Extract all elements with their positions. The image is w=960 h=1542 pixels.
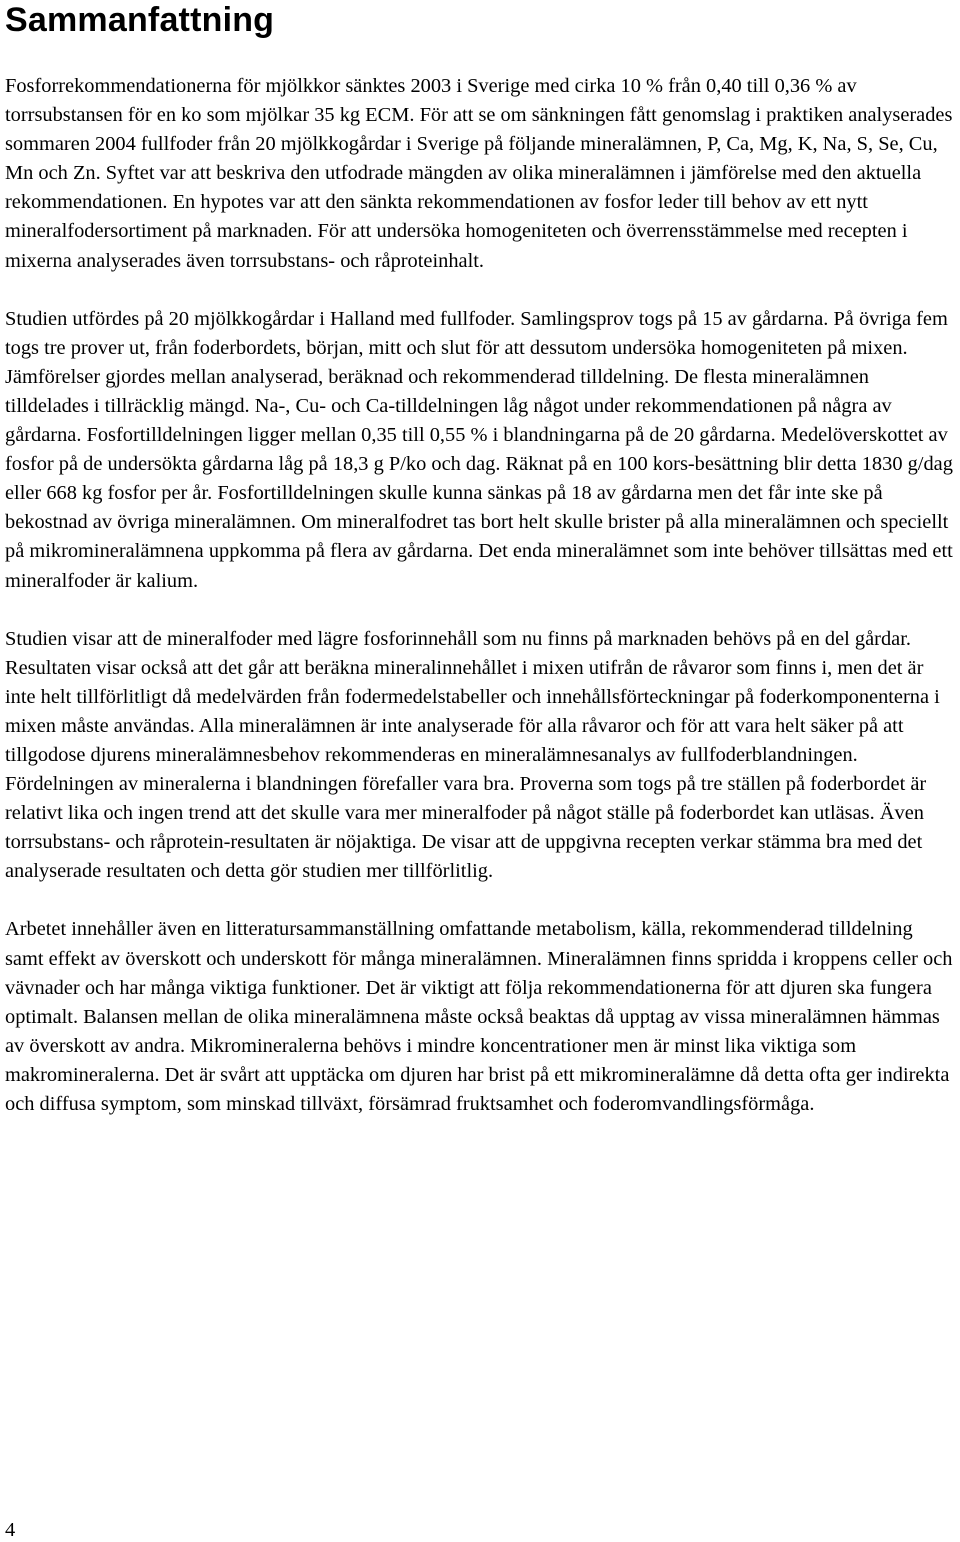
page-number: 4: [5, 1519, 16, 1541]
summary-paragraph-2: Studien utfördes på 20 mjölkkogårdar i Halland med fullfoder. Samlingsprov togs på 15 av gårdarna. På övriga fem togs tre prover ut, från foderbordets, början, mitt och slut för att dessutom undersöka homogeniteten på mixen. Jämförelser gjordes mellan analyserad, beräknad och rekommenderad tilldelning. De flesta mineralämnen tilldelades i tillräcklig mängd. Na-, Cu- och Ca-tilldelningen låg något under rekommendationen på några av gårdarna. Fosfortilldelningen ligger mellan 0,35 till 0,55 % i blandningarna på de 20 gårdarna. Medelöverskottet av fosfor på de undersökta gårdarna låg på 18,3 g P/ko och dag. Räknat på en 100 kors-besättning blir detta 1830 g/dag eller 668 kg fosfor per år. Fosfortilldelningen skulle kunna sänkas på 18 av gårdarna men det får inte ske på bekostnad av övriga mineralämnen. Om mineralfodret tas bort helt skulle brister på alla mineralämnen och speciellt på mikromineralämnena uppkomma på flera av gårdarna. Det enda mineralämnet som inte behöver tillsättas med ett mineralfoder är kalium.: [5, 307, 953, 592]
page-title: Sammanfattning: [5, 1, 275, 39]
summary-paragraph-4: Arbetet innehåller även en litteratursammanställning omfattande metabolism, källa, rekommenderad tilldelning samt effekt av överskott och underskott för många mineralämnen. Mineralämnen finns spridda i kroppens celler och vävnader och har många viktiga funktioner. Det är viktigt att följa rekommendationerna för att djuren ska fungera optimalt. Balansen mellan de olika mineralämnena måste också beaktas då upptag av vissa mineralämnen hämmas av överskott av andra. Mikromineralerna behövs i mindre koncentrationer men är minst lika viktiga som makromineralerna. Det är svårt att upptäcka om djuren har brist på ett mikromineralämne då detta ofta ger indirekta och diffusa symptom, som minskad tillväxt, försämrad fruktsamhet och foderomvandlingsförmåga.: [5, 918, 953, 1115]
summary-paragraph-1: Fosforrekommendationerna för mjölkkor sänktes 2003 i Sverige med cirka 10 % från 0,40 till 0,36 % av torrsubstansen för en ko som mjölkar 35 kg ECM. För att se om sänkningen fått genomslag i praktiken analyserades sommaren 2004 fullfoder från 20 mjölkkogårdar i Sverige på följande mineralämnen, P, Ca, Mg, K, Na, S, Se, Cu, Mn och Zn. Syftet var att beskriva den utfodrade mängden av olika mineralämnen i jämförelse med den aktuella rekommendationen. En hypotes var att den sänkta rekommendationen av fosfor leder till behov av ett nytt mineralfodersortiment på marknaden. För att undersöka homogeniteten och överrensstämmelse med recepten i mixerna analyserades även torrsubstans- och råproteinhalt.: [5, 75, 953, 272]
summary-paragraph-3: Studien visar att de mineralfoder med lägre fosforinnehåll som nu finns på marknaden behövs på en del gårdar. Resultaten visar också att det går att beräkna mineralinnehållet i mixen utifrån de råvaror som finns i, men det är inte helt tillförlitligt då medelvärden från fodermedelstabeller och innehållsförteckningar på foderkomponenterna i mixen måste användas. Alla mineralämnen är inte analyserade för alla råvaror och för att vara helt säker på att tillgodose djurens mineralämnesbehov rekommenderas en mineralämnesanalys av fullfoderblandningen. Fördelningen av mineralerna i blandningen förefaller vara bra. Proverna som togs på tre ställen på foderbordet är relativt lika och ingen trend att det skulle vara mer mineralfoder på något ställe på foderbordet kan utläsas. Även torrsubstans- och råprotein-resultaten är nöjaktiga. De visar att de uppgivna recepten verkar stämma bra med det analyserade resultaten och detta gör studien mer tillförlitlig.: [5, 627, 940, 883]
